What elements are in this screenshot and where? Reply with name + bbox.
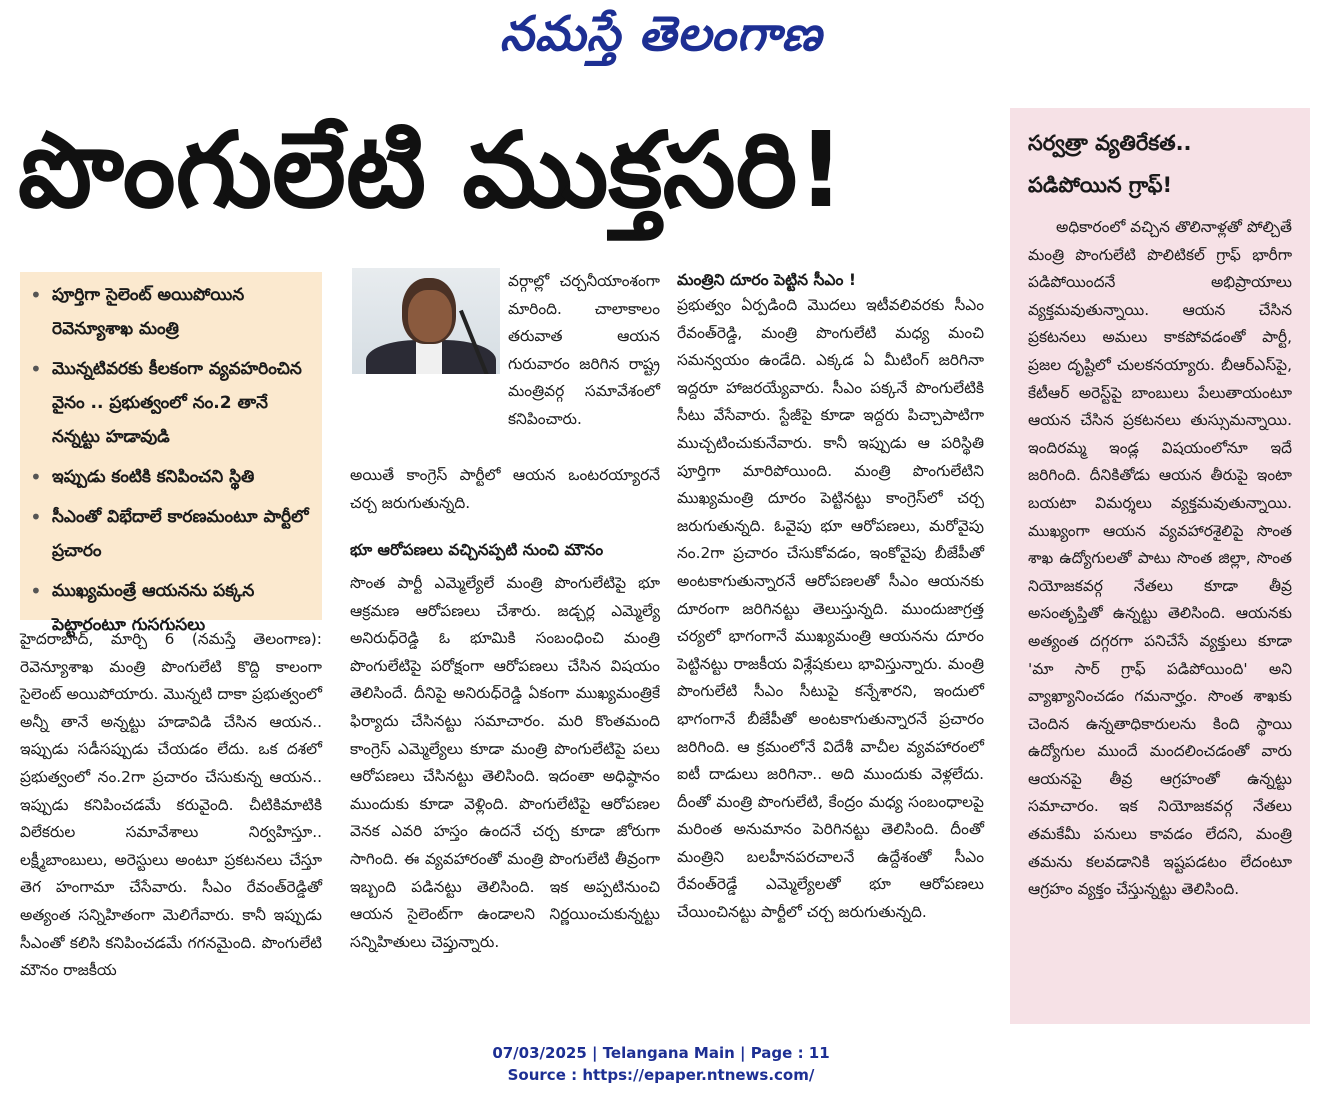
minister-photo — [352, 268, 500, 374]
article-paragraph: ప్రభుత్వం ఏర్పడింది మొదలు ఇటీవలివరకు సీఎం రేవంత్‌రెడ్డి, మంత్రి పొంగులేటి మధ్య మంచి సమన్వయం ఉండేది. ఎక్కడ ఏ మీటింగ్ జరిగినా ఇద్దరూ హాజరయ్యేవారు. సీఎం పక్కనే పొంగులేటికి సీటు వేసేవారు. స్టేజీపై కూడా ఇద్దరు పిచ్చాపాటిగా ముచ్చటించుకునేవారు. కానీ ఇప్పుడు ఆ పరిస్థితి పూర్తిగా మారిపోయింది. మంత్రి పొంగులేటిని ముఖ్యమంత్రి దూరం పెట్టినట్టు కాంగ్రెస్‌లో చర్చ జరుగుతున్నది. ఓవైపు భూ ఆరోపణలు, మరోవైపు నం.2గా ప్రచారం చేసుకోవడం, ఇంకోవైపు బీజేపీతో అంటకాగుతున్నారనే ఆరోపణలతో సీఎం ఆయనకు దూరంగా జరిగినట్టు తెలుస్తున్నది. ముందుజాగ్రత్త చర్యలో భాగంగానే ముఖ్యమంత్రి ఆయనను దూరం పెట్టినట్టు రాజకీయ విశ్లేషకులు భావిస్తున్నారు. మంత్రి పొంగులేటి సీఎం సీటుపై కన్నేశారని, ఇందులో భాగంగానే బీజేపీతో అంటకాగుతున్నారనే ప్రచారం జరిగింది. ఆ క్రమంలోనే విదేశీ వాచీల వ్యవహారంలో ఐటీ దాడులు జరిగినా.. అది ముందుకు వెళ్లలేదు. దీంతో మంత్రి పొంగులేటి, కేంద్రం మధ్య సంబంధాలపై మరింత అనుమానం పెరిగినట్టు తెలిసింది. దీంతో మంత్రిని బలహీనపరచాలనే ఉద్దేశంతో సీఎం రేవంత్‌రెడ్డే ఎమ్మెల్యేలతో భూ ఆరోపణలు చేయించినట్టు పార్టీలో చర్చ జరుగుతున్నది. — [677, 296, 984, 922]
masthead-logo: నమస్తే తెలంగాణ — [499, 6, 823, 62]
bullet-icon: • — [30, 505, 42, 529]
sidebar-paragraph: అధికారంలో వచ్చిన తొలినాళ్లతో పోల్చితే మంత్రి పొంగులేటి పొలిటికల్ గ్రాఫ్ భారీగా పడిపోయిందనే అభిప్రాయాలు వ్యక్తమవుతున్నాయి. ఆయన చేసిన ప్రకటనలు అమలు కాకపోవడంతో పార్టీ, ప్రజల దృష్టిలో చులకనయ్యారు. బీఆర్‌ఎస్‌పై, కేటీఆర్ అరెస్ట్‌పై బాంబులు పేలుతాయంటూ ఆయన చేసిన ప్రకటనలు తుస్సుమన్నాయి. ఇందిరమ్మ ఇండ్ల విషయంలోనూ ఇదే జరిగింది. దీనికితోడు ఆయన తీరుపై ఇంటా బయటా విమర్శలు వ్యక్తమవుతున్నాయి. ముఖ్యంగా ఆయన వ్యవహారశైలిపై సొంత శాఖ ఉద్యోగులతో పాటు సొంత జిల్లా, సొంత నియోజకవర్గ నేతలు కూడా తీవ్ర అసంతృప్తితో ఉన్నట్టు తెలిసింది. ఆయనకు అత్యంత దగ్గరగా పనిచేసే వ్యక్తులు కూడా 'మా సార్ గ్రాఫ్ పడిపోయింది' అని వ్యాఖ్యానించడం గమనార్హం. సొంత శాఖకు చెందిన ఉన్నతాధికారులను కింది స్థాయి ఉద్యోగుల ముందే మందలించడంతో వారు ఆయనపై తీవ్ర ఆగ్రహంతో ఉన్నట్టు సమాచారం. ఇక నియోజకవర్గ నేతలు తమకేమీ పనులు కావడం లేదని, మంత్రి తమను కలవడానికి ఇష్టపడటం లేదంటూ ఆగ్రహం వ్యక్తం చేస్తున్నట్టు తెలిసింది. — [1028, 218, 1292, 899]
headline: పొంగులేటి ముక్తసరి! — [18, 109, 845, 231]
highlights-box — [20, 272, 322, 635]
sidebar-box — [1010, 108, 1310, 1024]
page-footer — [0, 1042, 1322, 1086]
article-paragraph: వర్గాల్లో చర్చనీయాంశంగా మారింది. చాలాకాలం తరువాత ఆయన గురువారం జరిగిన రాష్ట్ర మంత్రివర్గ సమావేశంలో కనిపించారు. — [508, 272, 660, 428]
bullet-icon: • — [30, 357, 42, 381]
bullet-icon: • — [30, 283, 42, 307]
sidebar-title-line2: పడిపోయిన గ్రాఫ్! — [1028, 173, 1173, 197]
article-column-2 — [350, 570, 660, 956]
footer-date-line: 07/03/2025 | Telangana Main | Page : 11 — [492, 1044, 830, 1062]
article-paragraph: హైదరాబాద్, మార్చి 6 (నమస్తే తెలంగాణ): రెవెన్యూశాఖ మంత్రి పొంగులేటి కొద్ది కాలంగా సైలెంట్ అయిపోయారు. మొన్నటి దాకా ప్రభుత్వంలో అన్నీ తానే అన్నట్టు హడావిడి చేసిన ఆయన.. ఇప్పుడు సడీసప్పుడు చేయడం లేదు. ఒక దశలో ప్రభుత్వంలో నం.2గా ప్రచారం చేసుకున్న ఆయన.. ఇప్పుడు కనిపించడమే కరువైంది. చీటికిమాటికి విలేకరుల సమావేశాలు నిర్వహిస్తూ.. లక్ష్మీబాంబులు, అరెస్టులు అంటూ ప్రకటనలు చేస్తూ తెగ హంగామా చేసేవారు. సీఎం రేవంత్‌రెడ్డితో అత్యంత సన్నిహితంగా మెలిగేవారు. కానీ ఇప్పుడు సీఎంతో కలిసి కనిపించడమే గగనమైంది. పొంగులేటి మౌనం రాజకీయ — [20, 630, 322, 980]
highlight-item: • ముఖ్యమంత్రే ఆయనను పక్కన పెట్టారంటూ గుసగుసలు — [30, 574, 314, 642]
highlight-item: • పూర్తిగా సైలెంట్ అయిపోయిన రెవెన్యూశాఖ మంత్రి — [30, 278, 314, 346]
bullet-icon: • — [30, 579, 42, 603]
article-column-2-top — [508, 268, 660, 434]
sidebar-title-line1: సర్వత్రా వ్యతిరేకత.. — [1028, 131, 1192, 155]
article-paragraph: సొంత పార్టీ ఎమ్మెల్యేలే మంత్రి పొంగులేటిపై భూ ఆక్రమణ ఆరోపణలు చేశారు. జడ్చర్ల ఎమ్మెల్యే అనిరుధ్‌రెడ్డి ఓ భూమికి సంబంధించి మంత్రి పొంగులేటిపై పరోక్షంగా ఆరోపణలు చేసిన విషయం తెలిసిందే. దీనిపై అనిరుధ్‌రెడ్డి ఏకంగా ముఖ్యమంత్రికే ఫిర్యాదు చేసినట్టు సమాచారం. మరి కొంతమంది కాంగ్రెస్ ఎమ్మెల్యేలు కూడా మంత్రి పొంగులేటిపై పలు ఆరోపణలు చేసినట్టు తెలిసింది. ఇదంతా అధిష్ఠానం ముందుకు కూడా వెళ్లింది. పొంగులేటిపై ఆరోపణల వెనక ఎవరి హస్తం ఉందనే చర్చ కూడా జోరుగా సాగింది. ఈ వ్యవహారంతో మంత్రి పొంగులేటి తీవ్రంగా ఇబ్బంది పడినట్టు తెలిసింది. ఇక అప్పటినుంచి ఆయన సైలెంట్‌గా ఉండాలని నిర్ణయించుకున్నట్టు సన్నిహితులు చెప్తున్నారు. — [350, 574, 660, 951]
article-column-3 — [677, 292, 984, 927]
subheading-land-allegations: భూ ఆరోపణలు వచ్చినప్పటి నుంచి మౌనం — [350, 541, 604, 559]
highlight-item: • సీఎంతో విభేదాలే కారణమంటూ పార్టీలో ప్రచారం — [30, 500, 314, 568]
subheading-cm-distance: మంత్రిని దూరం పెట్టిన సీఎం ! — [677, 271, 856, 289]
highlight-item: • ఇప్పుడు కంటికి కనిపించని స్థితి — [30, 460, 314, 494]
article-paragraph: అయితే కాంగ్రెస్ పార్టీలో ఆయన ఒంటరయ్యారనే చర్చ జరుగుతున్నది. — [350, 466, 660, 512]
highlight-item: • మొన్నటివరకు కీలకంగా వ్యవహరించిన వైనం .. ప్రభుత్వంలో నం.2 తానే నన్నట్టు హడావుడి — [30, 352, 314, 454]
sidebar-body — [1028, 214, 1292, 904]
footer-source-link[interactable]: Source : https://epaper.ntnews.com/ — [507, 1066, 815, 1084]
article-column-2-mid — [350, 462, 660, 517]
article-column-1 — [20, 626, 322, 985]
bullet-icon: • — [30, 465, 42, 489]
